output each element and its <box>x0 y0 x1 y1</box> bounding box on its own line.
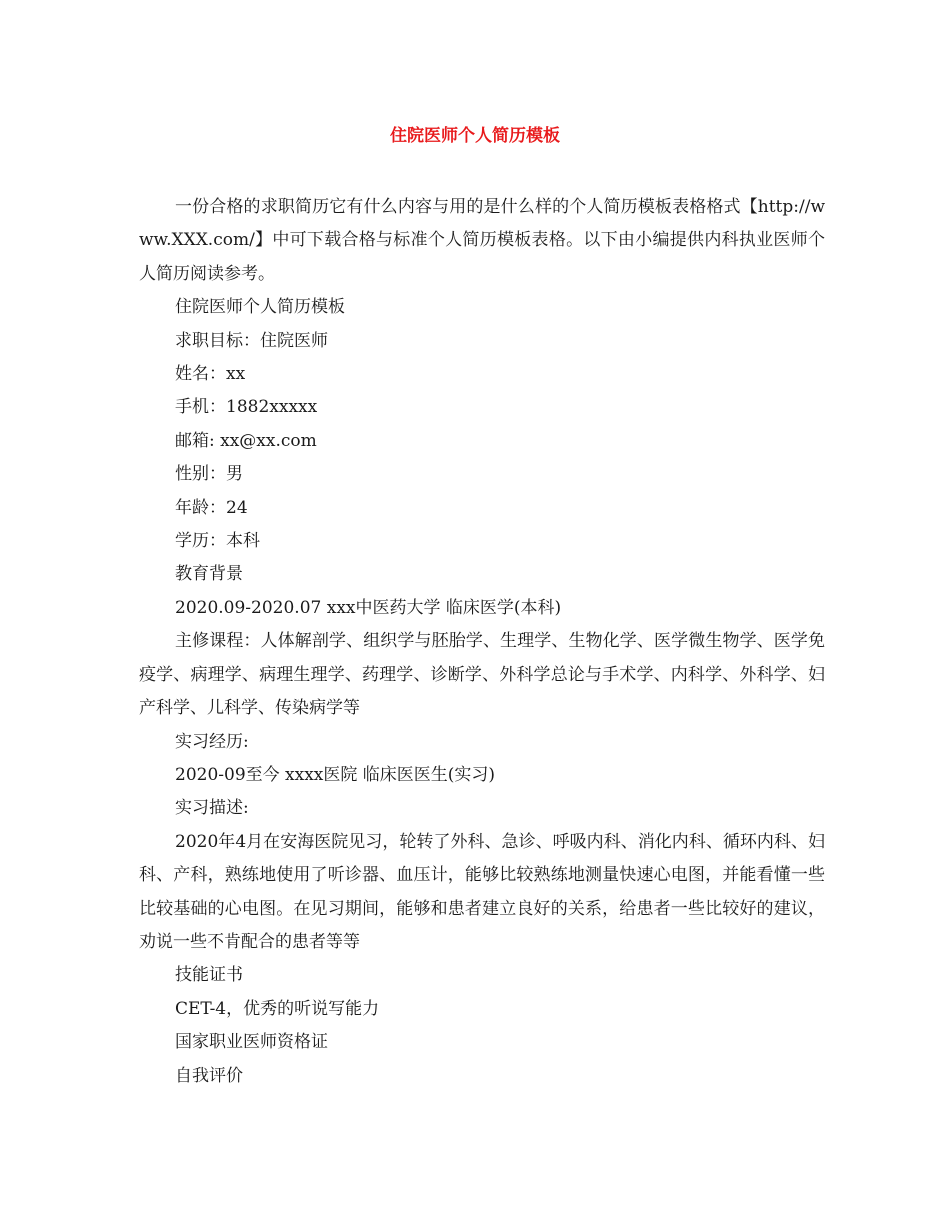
internship-description-paragraph: 2020年4月在安海医院见习，轮转了外科、急诊、呼吸内科、消化内科、循环内科、妇科、产科，熟练地使用了听诊器、血压计，能够比较熟练地测量快速心电图，并能看懂一些比较基础的心电图。在见习期间，能够和患者建立良好的关系，给患者一些比较好的建议，劝说一些不肯配合的患者等等 <box>139 831 825 952</box>
age-field: 年龄：24 <box>175 497 248 518</box>
section-heading-certificates: 技能证书 <box>175 965 243 986</box>
intro-paragraph: 一份合格的求职简历它有什么内容与用的是什么样的个人简历模板表格格式【http://www.XXX.com/】中可下载合格与标准个人简历模板表格。以下由小编提供内科执业医师个人简历阅读参考。 <box>139 197 825 284</box>
phone-field: 手机：1882xxxxx <box>175 397 318 418</box>
job-objective: 求职目标：住院医师 <box>175 330 328 351</box>
certificate-cet4: CET-4，优秀的听说写能力 <box>175 998 380 1019</box>
document-body <box>139 191 825 1093</box>
certificate-physician: 国家职业医师资格证 <box>175 1032 328 1053</box>
education-entry: 2020.09-2020.07 xxx中医药大学 临床医学(本科) <box>175 597 562 618</box>
section-heading-self-evaluation: 自我评价 <box>175 1065 243 1086</box>
education-level-field: 学历：本科 <box>175 531 260 552</box>
section-heading-education: 教育背景 <box>175 564 243 585</box>
internship-entry: 2020-09至今 xxxx医院 临床医医生(实习) <box>175 764 496 785</box>
gender-field: 性别：男 <box>175 464 243 485</box>
document-title: 住院医师个人简历模板 <box>390 126 560 146</box>
email-field: 邮箱: xx@xx.com <box>175 430 317 451</box>
name-field: 姓名：xx <box>175 364 246 385</box>
courses-paragraph: 主修课程：人体解剖学、组织学与胚胎学、生理学、生物化学、医学微生物学、医学免疫学、病理学、病理生理学、药理学、诊断学、外科学总论与手术学、内科学、外科学、妇产科学、儿科学、传染病学等 <box>139 631 825 719</box>
section-heading-internship-description: 实习描述: <box>175 798 249 819</box>
section-heading-internship: 实习经历: <box>175 731 249 752</box>
section-heading-resume: 住院医师个人简历模板 <box>175 297 345 318</box>
